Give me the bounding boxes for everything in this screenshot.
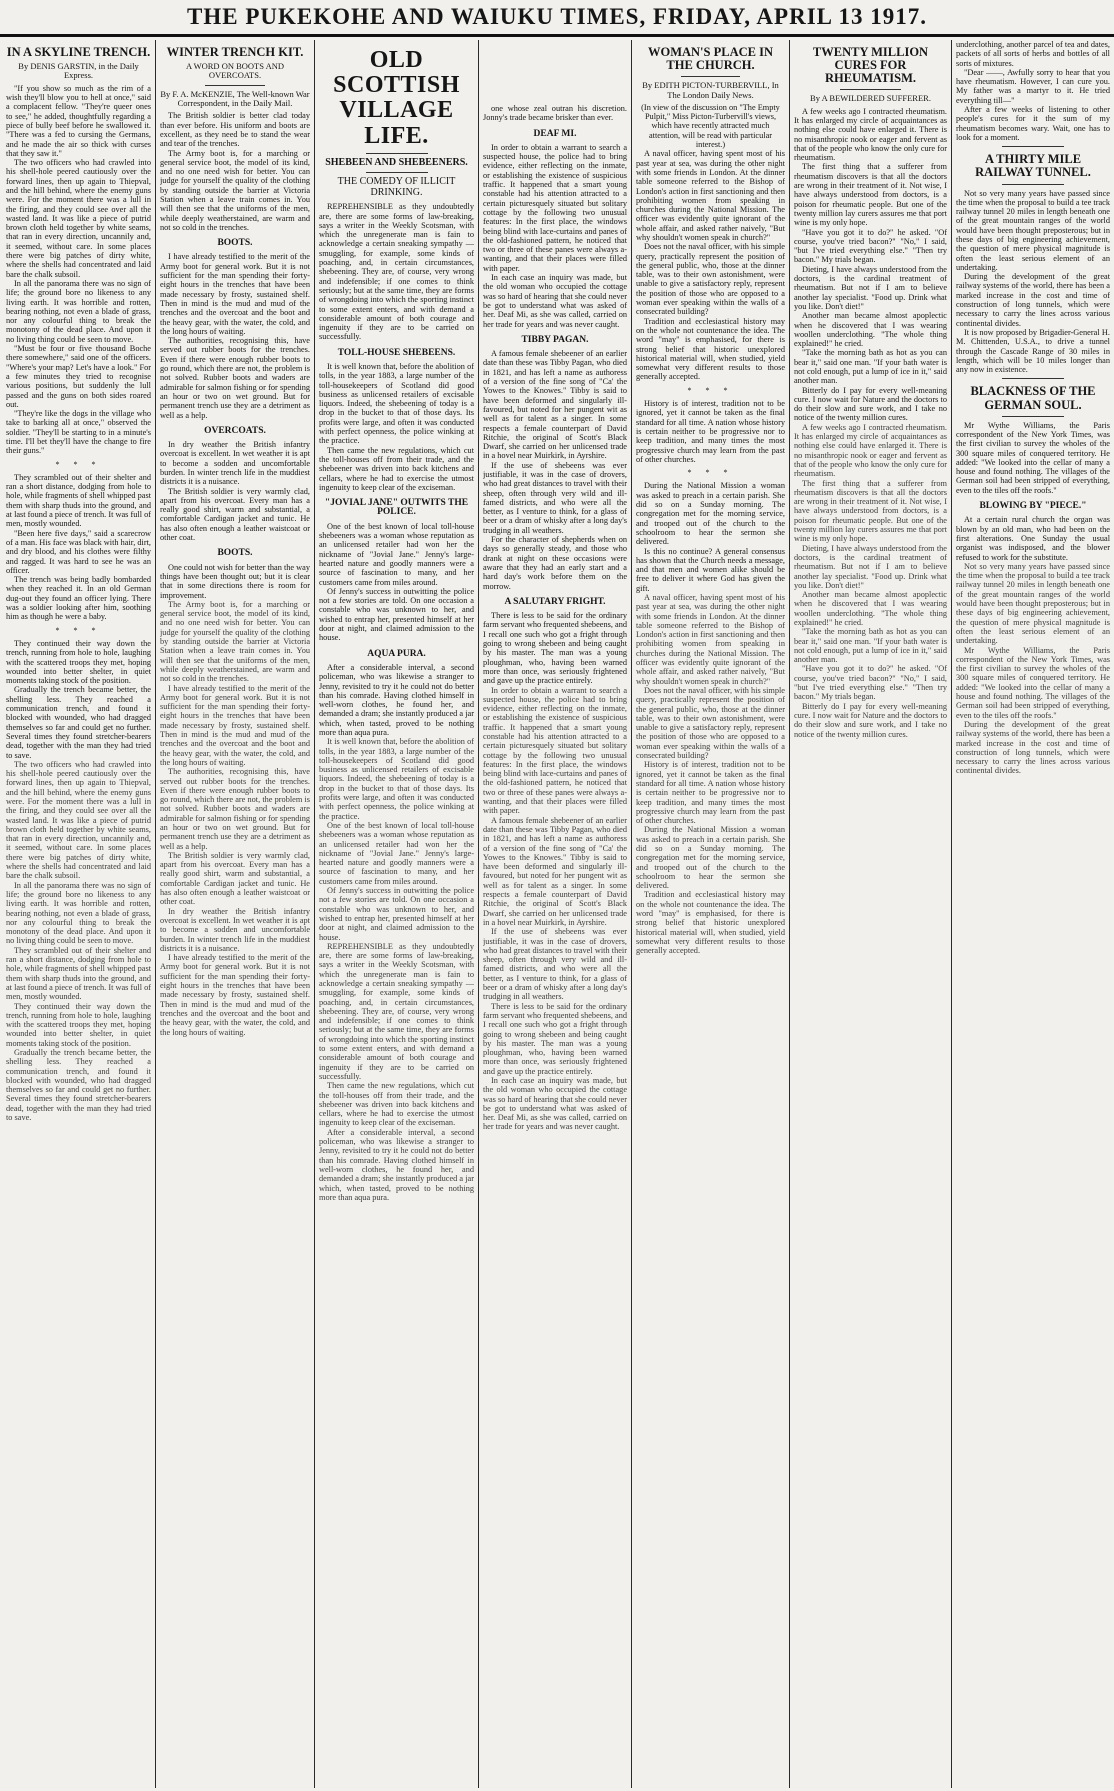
paragraph: The British soldier is very warmly clad, apart from his overcoat. Every man has a really good shirt, warm and substantial, a comfortable Cardigan jacket and tunic. He has also often enough a leather waistcoat or other coat. xyxy=(160,486,310,543)
paragraph: Dieting, I have always understood from the doctors, is the cardinal treatment of rheumatism. But not if I am to believe another lay specialist. "Food up. Drink what you like. Don't diet!" xyxy=(794,543,947,590)
section-stars: * * * xyxy=(687,385,734,395)
section-stars: * * * xyxy=(55,625,102,635)
column-rule xyxy=(951,40,952,1788)
article-byline: By DENIS GARSTIN, in the Daily Express. xyxy=(18,61,139,81)
paragraph: A naval officer, having spent most of his past year at sea, was during the other night with some friends in London. At the dinner table someone referred to the Bishop of London's action in first sanctioning and then prohibiting women from speaking in churches during the National Mission. The officer was evidently quite ignorant of the whole affair, and asked rather naively, "But why shouldn't women speak in church?" xyxy=(636,149,785,242)
paragraph: "Dear ——, Awfully sorry to hear that you have rheumatism. However, I can cure you. My father was a martyr to it. He tried everything till—" xyxy=(956,67,1110,105)
paragraph: Bitterly do I pay for every well-meaning cure. I now wait for Nature and the doctors to do their slow and sure work, and I take no notice of the twenty million cures. xyxy=(794,385,947,423)
article-byline: By A BEWILDERED SUFFERER. xyxy=(810,93,931,104)
paragraph: In dry weather the British infantry overcoat is excellent. In wet weather it is apt to become a sodden and uncomfortable burden. In winter trench life in the muddiest districts it is a nuisance. xyxy=(160,440,310,487)
column-3 xyxy=(319,40,474,1788)
column-5 xyxy=(636,40,785,1788)
paragraph: one whose zeal outran his discretion. Jonny's trade became brisker than ever. xyxy=(483,104,627,123)
divider xyxy=(1002,378,1064,379)
paragraph: The two officers who had crawled into his shell-hole peered cautiously over the forward lines, then up again to Thiepval, and the hill behind, where the enemy guns were. For the moment there was a lull in the firing, and they could see over all the wasted land. It was like a piece of putrid brown cloth held together by white seams, that ran in every direction, uncannily and, it seemed, without care. In some places there were big patches of dirty white, where the shells had concentrated and laid bare the chalk subsoil. xyxy=(6,158,151,279)
paragraph: Dieting, I have always understood from the doctors, is the cardinal treatment of rheumatism. But not if I am to believe another lay specialist. "Food up. Drink what you like. Don't diet!" xyxy=(794,264,947,311)
paragraph: A naval officer, having spent most of his past year at sea, was during the other night with some friends in London. At the dinner table someone referred to the Bishop of London's action in first sanctioning and then prohibiting women from speaking in churches during the National Mission. The officer was evidently quite ignorant of the whole affair, and asked rather naively, "But why shouldn't women speak in church?" xyxy=(636,592,785,686)
paragraph: There is less to be said for the ordinary farm servant who frequented shebeens, and I recall one such who got a fright through going to wrong shebeen and being caught by his master. The man was a young ploughman, who, having been warned more than once, was seriously frightened and gave up the practice entirely. xyxy=(483,611,627,686)
paragraph: Of Jenny's success in outwitting the police not a few stories are told. On one occasion a constable who was unknown to her, and wished to entrap her, presented himself at her door at night, and claimed admission to the house. xyxy=(319,586,474,643)
paragraph: There is less to be said for the ordinary farm servant who frequented shebeens, and I recall one such who got a fright through going to wrong shebeen and being caught by his master. The man was a young ploughman, who, having been warned more than once, was seriously frightened and gave up the practice entirely. xyxy=(483,1001,627,1076)
article-intro: (In view of the discussion on "The Empty Pulpit," Miss Picton-Turbervill's views, which have recently attracted much attention, will be read with particular interest.) xyxy=(641,102,780,150)
paragraph: The two officers who had crawled into his shell-hole peered cautiously over the forward lines, then up again to Thiepval, and the hill behind, where the enemy guns were. For the moment there was a lull in the firing, and they could see over all the wasted land. It was like a piece of putrid brown cloth held together by white seams, that ran in every direction, uncannily and, it seemed, without care. In some places there were big patches of dirty white, where the shells had concentrated and laid bare the chalk subsoil. xyxy=(6,759,151,881)
paragraph: History is of interest, tradition not to be ignored, yet it cannot be taken as the final standard for all time. A nation whose history is certain neither to be progressive nor to keep tradition, and many times the most progressive church may learn from the past of other churches. xyxy=(636,399,785,464)
paragraph: Tradition and ecclesiastical history may on the whole not countenance the idea. The word "may" is emphasised, for there is strong belief that historic unexplored historical material will, when studied, yield somewhat very different results to those generally accepted. xyxy=(636,890,785,956)
paragraph: If the use of shebeens was ever justifiable, it was in the case of drovers, who had great distances to travel with their sheep, often through very wild and ill-famed districts, and who were all the better, as I venture to think, for a glass of beer or a dram of whisky after a long day's trudging in all weathers. xyxy=(483,927,627,1002)
paragraph: I have already testified to the merit of the Army boot for general work. But it is not sufficient for the man spending their forty-eight hours in the trenches that have been made necessary by frosty, sustained shelf. Then in mind is the mud and mud of the trenches and the overcoat and the boot and the heavy gear, with the water, the cold, and the long hours of waiting. xyxy=(160,953,310,1037)
column-rule xyxy=(789,40,790,1788)
article-subhead: A WORD ON BOOTS AND OVERCOATS. xyxy=(185,61,285,81)
paragraph: The first thing that a sufferer from rheumatism discovers is that all the doctors are wrong in their treatment of it. Not wise, I have always understood from doctors, is a poison for rheumatic people. But one of the twenty million lay curers assures me that port wine is my only hope. xyxy=(794,478,947,544)
column-6 xyxy=(794,40,947,1788)
article-headline: OLD SCOTTISH VILLAGE LIFE. xyxy=(333,47,460,149)
article-headline: BLACKNESS OF THE GERMAN SOUL. xyxy=(970,384,1096,412)
paragraph: After a considerable interval, a second policeman, who was likewise a stranger to Jenny, revisited to try it he could not do better than his comrade. Having clothed himself in well-worn clothes, he found her, and demanded a dram; she instantly produced a jar which, when tasted, proved to be nothing more than aqua pura. xyxy=(319,1127,474,1202)
section-heading: BOOTS. xyxy=(217,238,253,249)
paragraph: "Take the morning bath as hot as you can bear it," said one man. "If your bath water is not cold enough, put a lump of ice in it," said another man. xyxy=(794,348,947,386)
column-4 xyxy=(483,40,627,1788)
article-byline: By EDITH PICTON-TURBERVILL, In The London Daily News. xyxy=(642,80,779,100)
paragraph: They scrambled out of their shelter and ran a short distance, dodging from hole to hole, while fragments of shell whipped past them with sharp thuds into the ground, and at last found a piece of trench. It was full of men, mostly wounded. xyxy=(6,945,151,1002)
paragraph: REPREHENSIBLE as they undoubtedly are, there are some forms of law-breaking, says a writer in the Weekly Scotsman, with which the unregenerate man is fain to acknowledge a certain sneaking sympathy — smuggling, for example, some kinds of poaching, and, in certain circumstances, shebeening. They are, of course, very wrong and indefensible; if one comes to think seriously; but at the same time, they are forms of wrongdoing into which the sporting instinct to some extent enters, and with demand a considerable amount of both courage and ingenuity if they are to be carried on successfully. xyxy=(319,202,474,342)
paragraph: The Army boot is, for a marching or general service boot, the model of its kind, and no one need wish for better. You can judge for yourself the quality of the clothing by standing outside the barrier at Victoria Station when a leave train comes in. You will then see that the uniforms of the men, while deeply weatherstained, are warm and not so cold in the trenches. xyxy=(160,599,310,684)
section-stars: * * * xyxy=(687,468,734,478)
paragraph: After a few weeks of listening to other people's cures for it the sum of my rheumatism becomes wary. Wait, one has to look for a moment. xyxy=(956,105,1110,142)
paragraph: A few weeks ago I contracted rheumatism. It has enlarged my circle of acquaintances as nothing else could have enlarged it. There is no misanthropic nook or eager and fervent as that of the people who know the only cure for rheumatism. xyxy=(794,106,947,163)
paragraph: underclothing, another parcel of tea and dates, packets of all sorts of herbs and bottles of all sorts of mixtures. xyxy=(956,40,1110,68)
divider xyxy=(1002,184,1064,185)
paragraph: A famous female shebeener of an earlier date than these was Tibby Pagan, who died in 1821, and has left a name as authoress of a version of the fine song of "Ca' the Yowes to the Knowes." Tibby is said to have been deformed and singularly ill-favoured, but noted for her pungent wit as well as for talent as a singer. In some respects a female counterpart of David Ritchie, the original of Scott's Black Dwarf, she carried on her unlicensed trade in a hovel near Muirkirk, in Ayrshire. xyxy=(483,815,627,927)
paragraph: The authorities, recognising this, have served out rubber boots for the trenches. Even if there were enough rubber boots to go round, which there are not, the problem is not solved. Rubber boots and waders are admirable for salmon fishing or for spending an hour or two on wet ground. But for permanent trench use they are a detriment as well as a help. xyxy=(160,767,310,851)
paragraph: "They're like the dogs in the village who take to barking all at once," observed the soldier. "They'll be starting to in a minute's time. I'll bet they'll have the change to fire their guns." xyxy=(6,409,151,456)
paragraph: If the use of shebeens was ever justifiable, it was in the case of drovers, who had great distances to travel with their sheep, often through very wild and ill-famed districts, and who were all the better, as I venture to think, for a glass of beer or a dram of whisky after a long day's trudging in all weathers. xyxy=(483,460,627,535)
column-rule xyxy=(478,40,479,1788)
section-heading: OVERCOATS. xyxy=(204,425,266,436)
paragraph: The first thing that a sufferer from rheumatism discovers is that all the doctors are wrong in their treatment of it. Not wise, I have always understood from doctors, is a poison for rheumatic people. But one of the twenty million lay curers assures me that port wine is my only hope. xyxy=(794,162,947,228)
paragraph: The Army boot is, for a marching or general service boot, the model of its kind, and no one need wish for better. You can judge for yourself the quality of the clothing by standing outside the barrier at Victoria Station when a leave train comes in. You will then see that the uniforms of the men, while deeply weatherstained, are warm and not so cold in the trenches. xyxy=(160,148,310,232)
paragraph: A famous female shebeener of an earlier date than these was Tibby Pagan, who died in 1821, and has left a name as authoress of a version of the fine song of "Ca' the Yowes to the Knowes." Tibby is said to have been deformed and singularly ill-favoured, but noted for her pungent wit as well as for talent as a singer. In some respects a female counterpart of David Ritchie, the original of Scott's Black Dwarf, she carried on her unlicensed trade in a hovel near Muirkirk, in Ayrshire. xyxy=(483,349,627,461)
divider xyxy=(366,153,428,154)
paragraph: In each case an inquiry was made, but the old woman who occupied the cottage was so hard of hearing that she could never be got to understand what was asked of her. Deaf Mi, as she was called, carried on her trade for years and was never caught. xyxy=(483,273,627,329)
divider xyxy=(205,85,265,86)
paragraph: It is now proposed by Brigadier-General H. M. Chittenden, U.S.A., to drive a tunnel through the Cascade Range of 30 miles in length, which will be 10 miles longer than any now in existence. xyxy=(956,327,1110,375)
article-headline: IN A SKYLINE TRENCH. xyxy=(6,45,151,59)
section-heading: AQUA PURA. xyxy=(367,648,426,659)
paragraph: Gradually the trench became better, the shelling less. They reached a communication trench, and found it blocked with wounded, who had dragged themselves so far and could get no further. Several times they found stretcher-bearers dead, together with the man they had tried to save. xyxy=(6,685,151,760)
section-heading: DEAF MI. xyxy=(533,128,577,139)
paragraph: "Have you got it to do?" he asked. "Of course, you've tried bacon?" "No," I said, "but I've tried everything else." "Then try bacon." My trials began. xyxy=(794,227,947,265)
paragraph: The trench was being badly bombarded when they reached it. In an old German dug-out they found an officer lying. There was a soldier looking after him, soothing him as though he were a baby. xyxy=(6,575,151,622)
masthead-title: THE PUKEKOHE AND WAIUKU TIMES, FRIDAY, APRIL 13 1917. xyxy=(187,4,927,29)
paragraph: Another man became almost apoplectic when he discovered that I was wearing woollen underclothing. "The whole thing explained!" he cried. xyxy=(794,311,947,349)
paragraph: During the development of the great railway systems of the world, there has been a marked increase in the cost and time of construction of long tunnels, which were necessary to carry the lines across various continental divides. xyxy=(956,272,1110,328)
paragraph: During the National Mission a woman was asked to preach in a certain parish. She did so on a Sunday morning. The congregation met for the morning service, and trooped out of the church to the schoolroom to hear the sermon she delivered. xyxy=(636,825,785,891)
paragraph: The British soldier is very warmly clad, apart from his overcoat. Every man has a really good shirt, warm and substantial, a comfortable Cardigan jacket and tunic. He has also often enough a leather waistcoat or other coat. xyxy=(160,850,310,907)
article-subhead: SHEBEEN AND SHEBEENERS. xyxy=(325,156,468,168)
paragraph: During the National Mission a woman was asked to preach in a certain parish. She did so on a Sunday morning. The congregation met for the morning service, and trooped out of the church to the schoolroom to hear the sermon she delivered. xyxy=(636,481,785,547)
paragraph: Bitterly do I pay for every well-meaning cure. I now wait for Nature and the doctors to do their slow and sure work, and I take no notice of the twenty million cures. xyxy=(794,701,947,739)
paragraph: In order to obtain a warrant to search a suspected house, the police had to bring evidence, either reflecting on the inmate, or establishing the existence of suspicious traffic. It happened that a smart young constable had his attention attracted to a certain picturesquely situated but solitary cottage by the following two unusual features: In the first place, the windows being blind with lace-curtains and panes of the old-fashioned pattern, he noticed that two or three of these panes were always a-wanting, and that their places were filled with paper. xyxy=(483,685,627,816)
paragraph: After a considerable interval, a second policeman, who was likewise a stranger to Jenny, revisited to try it he could not do better than his comrade. Having clothed himself in well-worn clothes, he found her, and demanded a dram; she instantly produced a jar which, when tasted, proved to be nothing more than aqua pura. xyxy=(319,662,474,737)
paragraph: One could not wish for better than the way things have been thought out; but it is clear that in some directions there is room for improvement. xyxy=(160,562,310,600)
paragraph: Tradition and ecclesiastical history may on the whole not countenance the idea. The word "may" is emphasised, for there is strong belief that historic unexplored historical material will, when studied, yield somewhat very different results to those generally accepted. xyxy=(636,316,785,382)
section-heading: BOOTS. xyxy=(217,548,253,559)
paragraph: Then came the new regulations, which cut the toll-houses off from their trade, and the shebeener was driven into back kitchens and cellars, where he had to exercise the utmost ingenuity to keep clear of the exciseman. xyxy=(319,1081,474,1128)
paragraph: For the character of shepherds when on days so generally steady, and those who drank at night on these occasions were aware that they had an early start and a hard day's work before them on the morrow. xyxy=(483,535,627,591)
paragraph: It is well known that, before the abolition of tolls, in the year 1883, a large number of the toll-housekeepers of Scotland did good business as unlicensed retailers of excisable liquors. Indeed, the shebeening of today is a drop in the bucket to that of those days. Its profits were large, and often it was conducted with perfect openness, the police winking at the practice. xyxy=(319,737,474,821)
divider xyxy=(681,76,741,77)
paragraph: Not so very many years have passed since the time when the proposal to build a tee track railway tunnel 20 miles in length beneath one of the great mountain ranges of the world would have been thought preposterous; but in these days of big engineering achievement, the question of mere physical magnitude is often the least serious element of an undertaking. xyxy=(956,561,1110,646)
paragraph: They scrambled out of their shelter and ran a short distance, dodging from hole to hole, while fragments of shell whipped past them with sharp thuds into the ground, and at last found a piece of trench. It was full of men, mostly wounded. xyxy=(6,472,151,529)
paragraph: It is well known that, before the abolition of tolls, in the year 1883, a large number of the toll-housekeepers of Scotland did good business as unlicensed retailers of excisable liquors. Indeed, the shebeening of today is a drop in the bucket to that of those days. Its profits were large, and often it was conducted with perfect openness, the police winking at the practice. xyxy=(319,362,474,446)
paragraph: In order to obtain a warrant to search a suspected house, the police had to bring evidence, either reflecting on the inmate, or establishing the existence of suspicious traffic. It happened that a smart young constable had his attention attracted to a certain picturesquely situated but solitary cottage by the following two unusual features: In the first place, the windows being blind with lace-curtains and panes of the old-fashioned pattern, he noticed that two or three of these panes were always a-wanting, and that their places were filled with paper. xyxy=(483,142,627,273)
paragraph: History is of interest, tradition not to be ignored, yet it cannot be taken as the final standard for all time. A nation whose history is certain neither to be progressive nor to keep tradition, and many times the most progressive church may learn from the past of other churches. xyxy=(636,760,785,826)
paragraph: Is this no continue? A general consensus has shown that the Church needs a message, and that men and women alike should be free to deliver it where God has given the gift. xyxy=(636,546,785,593)
article-headline: WOMAN'S PLACE IN THE CHURCH. xyxy=(647,45,773,73)
section-heading: BLOWING BY "PIECE." xyxy=(979,501,1087,512)
article-headline: TWENTY MILLION CURES FOR RHEUMATISM. xyxy=(812,45,929,86)
paragraph: Does not the naval officer, with his simple query, practically represent the position of the general public, who, those at the dinner table, was to their own astonishment, were unable to give a satisfactory reply, represent the position of those who are opposed to a woman ever speaking within the walls of a consecrated building? xyxy=(636,685,785,761)
article-byline: By F. A. McKENZIE, The Well-known War Correspondent, in the Daily Mail. xyxy=(160,88,310,109)
paragraph: "Take the morning bath as hot as you can bear it," said one man. "If your bath water is not cold enough, put a lump of ice in it," said another man. xyxy=(794,627,947,665)
divider xyxy=(840,89,901,90)
paragraph: In all the panorama there was no sign of life; the ground bore no likeness to any living earth. It was horrible and rotten, bearing nothing, not even a blade of grass, nor any colourful thing to break the monotony of the dead place. And upon it no living thing could be seen to move. xyxy=(6,880,151,946)
section-heading: TIBBY PAGAN. xyxy=(521,334,589,345)
divider xyxy=(366,172,428,173)
paragraph: In dry weather the British infantry overcoat is excellent. In wet weather it is apt to become a sodden and uncomfortable burden. In winter trench life in the muddiest districts it is a nuisance. xyxy=(160,906,310,953)
paragraph: They continued their way down the trench, running from hole to hole, laughing with the scattered troops they met, hoping wounded into better shelter, in quiet moments taking stock of the position. xyxy=(6,638,151,686)
column-1 xyxy=(6,40,151,1788)
paragraph: REPREHENSIBLE as they undoubtedly are, there are some forms of law-breaking, says a writer in the Weekly Scotsman, with which the unregenerate man is fain to acknowledge a certain sneaking sympathy — smuggling, for example, some kinds of poaching, and, in certain circumstances, shebeening. They are, of course, very wrong and indefensible; if one comes to think seriously; but at the same time, they are forms of wrongdoing into which the sporting instinct to some extent enters, and with demand a considerable amount of both courage and ingenuity if they are to be carried on successfully. xyxy=(319,941,474,1081)
column-rule xyxy=(314,40,315,1788)
paragraph: Then came the new regulations, which cut the toll-houses off from their trade, and the shebeener was driven into back kitchens and cellars, where he had to exercise the utmost ingenuity to keep clear of the exciseman. xyxy=(319,445,474,492)
paragraph: Not so very many years have passed since the time when the proposal to build a tee track railway tunnel 20 miles in length beneath one of the great mountain ranges of the world would have been thought preposterous; but in these days of big engineering achievement, the question of mere physical magnitude is often the least serious element of an undertaking. xyxy=(956,188,1110,272)
paragraph: At a certain rural church the organ was blown by an old man, who had been on the first alterations. One Sunday the usual organist was indisposed, and the blower refused to work for the substitute. xyxy=(956,515,1110,562)
paragraph: I have already testified to the merit of the Army boot for general work. But it is not sufficient for the man spending their forty-eight hours in the trenches that have been made necessary by frosty, sustained shelf. Then in mind is the mud and mud of the trenches and the overcoat and the boot and the heavy gear, with the water, the cold, and the long hours of waiting. xyxy=(160,252,310,336)
paragraph: One of the best known of local toll-house shebeeners was a woman whose reputation as an unlicensed retailer had won her the nickname of "Jovial Jane." Jenny's large-hearted nature and goodly manners were a source of fascination to many, and her customers came from miles around. xyxy=(319,820,474,886)
paragraph: Of Jenny's success in outwitting the police not a few stories are told. On one occasion a constable who was unknown to her, and wished to entrap her, presented himself at her door at night, and claimed admission to the house. xyxy=(319,886,474,942)
divider xyxy=(1002,146,1064,147)
paragraph: They continued their way down the trench, running from hole to hole, laughing with the scattered troops they met, hoping wounded into better shelter, in quiet moments taking stock of the position. xyxy=(6,1001,151,1048)
section-stars: * * * xyxy=(55,459,102,469)
section-heading: "JOVIAL JANE" OUTWITS THE POLICE. xyxy=(324,498,469,518)
column-rule xyxy=(631,40,632,1788)
paragraph: Gradually the trench became better, the shelling less. They reached a communication trench, and found it blocked with wounded, who had dragged themselves so far and could get no further. Several times they found stretcher-bearers dead, together with the man they had tried to save. xyxy=(6,1048,151,1123)
article-subhead: THE COMEDY OF ILLICIT DRINKING. xyxy=(337,176,456,198)
paragraph: The authorities, recognising this, have served out rubber boots for the trenches. Even if there were enough rubber boots to go round, which there are not, the problem is not solved. Rubber boots and waders are admirable for salmon fishing or for spending an hour or two on wet ground. But for permanent trench use they are a detriment as well as a help. xyxy=(160,336,310,420)
paragraph: "Must be four or five thousand Boche there somewhere," said one of the officers. "Where's your map? Let's have a look." For a few minutes they tried to recognise various positions, but suddenly the lull passed and the guns on both sides roared out. xyxy=(6,344,151,409)
section-heading: A SALUTARY FRIGHT. xyxy=(504,596,606,607)
divider xyxy=(1002,416,1064,417)
article-headline: A THIRTY MILE RAILWAY TUNNEL. xyxy=(975,152,1091,180)
paragraph: One of the best known of local toll-house shebeeners was a woman whose reputation as an unlicensed retailer had won her the nickname of "Jovial Jane." Jenny's large-hearted nature and goodly manners were a source of fascination to many, and her customers came from miles around. xyxy=(319,521,474,587)
paragraph: A few weeks ago I contracted rheumatism. It has enlarged my circle of acquaintances as nothing else could have enlarged it. There is no misanthropic nook or eager and fervent as that of the people who know the only cure for rheumatism. xyxy=(794,422,947,479)
paragraph: Mr Wythe Williams, the Paris correspondent of the New York Times, was the first civilian to survey the wholes of the 300 square miles of conquered territory. He added: "We looked into the cellar of many a house and found nothing. The villages of the German soil had been stripped of everything, even to the tiles off the roofs." xyxy=(956,420,1110,495)
paragraph: "Have you got it to do?" he asked. "Of course, you've tried bacon?" "No," I said, "but I've tried everything else." "Then try bacon." My trials began. xyxy=(794,664,947,702)
masthead xyxy=(0,0,1114,36)
paragraph: "If you show so much as the rim of a wish they'll blow you to hell at once," said a complacent fellow. "They're queer ones to see," he added, thoughtfully regarding a piece of bully beef before he swallowed it. "There was a fed to cursing the Germans, and he made the air so thick with curses that they saw it." xyxy=(6,83,151,158)
column-2 xyxy=(160,40,310,1788)
paragraph: Does not the naval officer, with his simple query, practically represent the position of the general public, who, those at the dinner table, was to their own astonishment, were unable to give a satisfactory reply, represent the position of those who are opposed to a woman ever speaking within the walls of a consecrated building? xyxy=(636,242,785,317)
paragraph: "Been here five days," said a scarecrow of a man. His face was black with hair, dirt, and dry blood, and his clothes were filthy and ragged. It was hard to see he was an officer. xyxy=(6,528,151,575)
paragraph: During the development of the great railway systems of the world, there has been a marked increase in the cost and time of construction of long tunnels, which were necessary to carry the lines across various continental divides. xyxy=(956,719,1110,776)
paragraph: I have already testified to the merit of the Army boot for general work. But it is not sufficient for the man spending their forty-eight hours in the trenches that have been made necessary by frosty, sustained shelf. Then in mind is the mud and mud of the trenches and the overcoat and the boot and the heavy gear, with the water, the cold, and the long hours of waiting. xyxy=(160,683,310,767)
section-heading: TOLL-HOUSE SHEBEENS. xyxy=(337,347,456,358)
article-headline: WINTER TRENCH KIT. xyxy=(166,45,304,59)
column-rule xyxy=(155,40,156,1788)
paragraph: Mr Wythe Williams, the Paris correspondent of the New York Times, was the first civilian to survey the wholes of the 300 square miles of conquered territory. He added: "We looked into the cellar of many a house and found nothing. The villages of the German soil had been stripped of everything, even to the tiles off the roofs." xyxy=(956,645,1110,720)
column-7 xyxy=(956,40,1110,1788)
paragraph: In each case an inquiry was made, but the old woman who occupied the cottage was so hard of hearing that she could never be got to understand what was asked of her. Deaf Mi, as she was called, carried on her trade for years and was never caught. xyxy=(483,1075,627,1132)
paragraph: The British soldier is better clad today than ever before. His uniform and boots are excellent, as they need be to stand the wear and tear of the trenches. xyxy=(160,111,310,149)
paragraph: In all the panorama there was no sign of life; the ground bore no likeness to any living earth. It was horrible and rotten, bearing nothing, not even a blade of grass, nor any colourful thing to break the monotony of the dead place. And upon it no living thing could be seen to move. xyxy=(6,278,151,344)
paragraph: Another man became almost apoplectic when he discovered that I was wearing woollen underclothing. "The whole thing explained!" he cried. xyxy=(794,590,947,627)
masthead-rule xyxy=(0,36,1114,37)
